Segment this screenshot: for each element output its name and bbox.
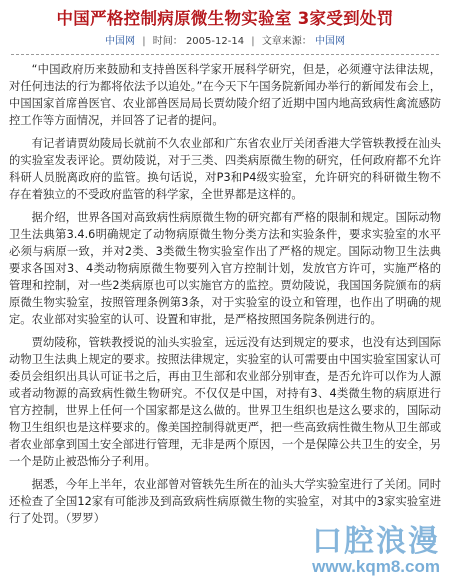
meta-separator: | bbox=[251, 36, 255, 47]
watermark-brand: 口腔浪漫 bbox=[312, 524, 440, 559]
watermark-url: www.kqm8.com bbox=[312, 557, 440, 576]
source-label: 文章来源： bbox=[261, 36, 312, 47]
paragraph: “中国政府历来鼓励和支持兽医科学家开展科学研究，但是，必须遵守法律法规，对任何违法的行为都将依法予以追处。”在今天下午国务院新闻办举行的新闻发布会上，中国国家首席兽医官、农业部兽医局局长贾幼陵介绍了近期中国内地高致病性禽流感防控工作等方面情况，并回答了记者的提问。 bbox=[9, 63, 441, 127]
paragraph: 据介绍，世界各国对高致病性病原微生物的研究都有严格的限制和规定。国际动物卫生法典第3.4.6明确规定了动物病原微生物分类方法和实验条件，要求实验室的水平必须与病原一致，并对2类、3类微生物实验室作出了严格的规定。国际动物卫生法典要求各国对3、4类动物病原微生物要列入官方控制计划，发放官方许可，实施严格的管理和控制，对一些2类病原也可以实施官方的监控。贾幼陵说，我国国务院颁布的病原微生物实验室，按照管理条例第3条，对于实验室的设立和管理，也作出了明确的规定。农业部对实验室的认可、设置和审批，是严格按照国务院条例进行的。 bbox=[9, 211, 441, 326]
article-body bbox=[9, 61, 441, 527]
article-meta bbox=[11, 35, 439, 55]
source-link[interactable]: 中国网 bbox=[315, 36, 345, 47]
meta-separator: | bbox=[142, 36, 146, 47]
publish-date: 2005-12-14 bbox=[185, 36, 245, 47]
paragraph: 有记者请贾幼陵局长就前不久农业部和广东省农业厅关闭香港大学管轶教授在汕头的实验室发表评论。贾幼陵说，对于三类、四类病原微生物的研究，任何政府都不允许科研人员脱离政府的监管。换句话说，对P3和P4级实验室，允许研究的科研微生物不存在着独立的不受政府监管的科学家，全世界都是这样的。 bbox=[9, 137, 441, 201]
site-watermark bbox=[312, 526, 440, 576]
paragraph: 贾幼陵称，管轶教授说的汕头实验室，远远没有达到规定的要求，也没有达到国际动物卫生法典上规定的要求。按照法律规定，实验室的认可需要由中国实验室国家认可委员会组织出具认可证书之后，再由卫生部和农业部分别审查，是否允许可以作为人源或者动物源的高致病性微生物研究。不仅仅是中国，对持有3、4类微生物的病原进行官方控制，世界上任何一个国家都是这么做的。世界卫生组织也是这么要求的，国际动物卫生组织也是这样要求的。像美国控制得就更严，把一些高致病性微生物从卫生部或者农业部拿到国土安全部进行管理，无非是两个原因，一个是保障公共卫生的安全，另一个是防止被恐怖分子利用。 bbox=[9, 336, 441, 468]
site-link[interactable]: 中国网 bbox=[105, 36, 135, 47]
paragraph: 据悉，今年上半年，农业部曾对管轶先生所在的汕头大学实验室进行了关闭。同时还检查了全国12家有可能涉及到高致病性病原微生物的实验室，对其中的3家实验室进行了处罚。（罗罗） bbox=[9, 478, 441, 525]
article-title: 中国严格控制病原微生物实验室 3家受到处罚 bbox=[56, 9, 394, 28]
time-label: 时间： bbox=[152, 36, 183, 47]
